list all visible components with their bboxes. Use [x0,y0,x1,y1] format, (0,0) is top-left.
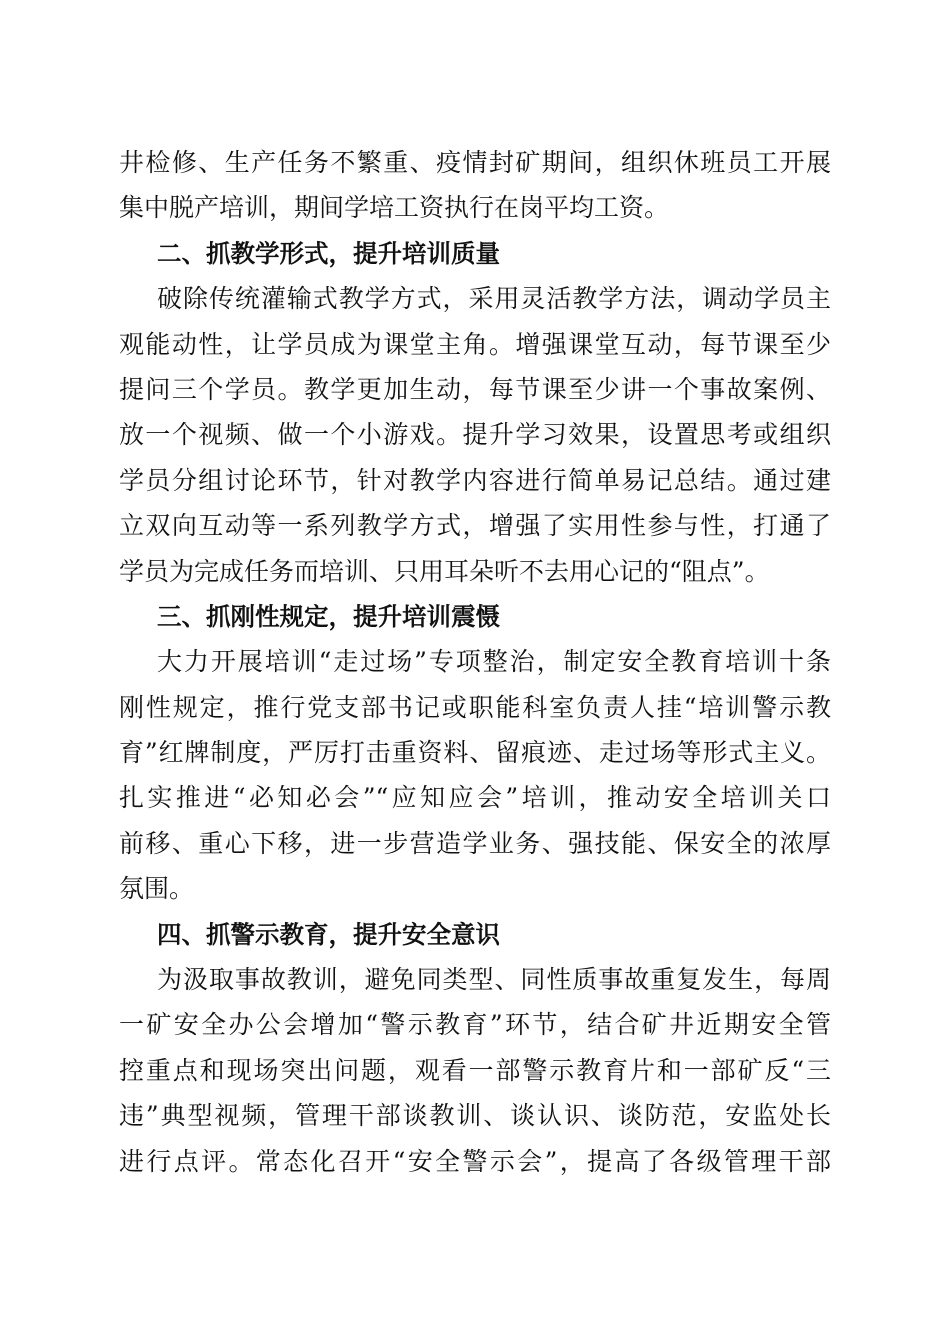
text-line: 观能动性，让学员成为课堂主角。增强课堂互动，每节课至少 [119,329,831,359]
text-line: 大力开展培训“走过场”专项整治，制定安全教育培训十条 [157,647,831,677]
text-line: 学员为完成任务而培训、只用耳朵听不去用心记的“阻点”。 [119,556,770,586]
text-line: 为汲取事故教训，避免同类型、同性质事故重复发生，每周 [157,965,831,995]
paragraph-rigid-rules [119,639,831,911]
paragraph-teaching-format [119,276,831,594]
text-line: 进行点评。常态化召开“安全警示会”，提高了各级管理干部 [119,1146,831,1176]
text-line: 扎实推进“必知必会”“应知应会”培训，推动安全培训关口 [119,783,831,813]
text-line: 氛围。 [119,874,195,904]
document-body [119,140,831,1184]
text-line: 立双向互动等一系列教学方式，增强了实用性参与性，打通了 [119,511,831,541]
text-line: 育”红牌制度，严厉打击重资料、留痕迹、走过场等形式主义。 [119,738,831,768]
text-line: 放一个视频、做一个小游戏。提升学习效果，设置思考或组织 [119,420,831,450]
text-line: 井检修、生产任务不繁重、疫情封矿期间，组织休班员工开展 [119,148,831,177]
text-line: 违”典型视频，管理干部谈教训、谈认识、谈防范，安监处长 [119,1101,831,1131]
section-heading-3: 三、抓刚性规定，提升培训震慑 [157,601,500,631]
section-heading-4: 四、抓警示教育，提升安全意识 [157,919,500,949]
paragraph-continuation [119,140,831,231]
text-line: 集中脱产培训，期间学培工资执行在岗平均工资。 [119,193,670,223]
text-line: 破除传统灌输式教学方式，采用灵活教学方法，调动学员主 [157,284,831,314]
text-line: 控重点和现场突出问题，观看一部警示教育片和一部矿反“三 [119,1055,831,1085]
text-line: 刚性规定，推行党支部书记或职能科室负责人挂“培训警示教 [119,692,831,722]
text-line: 一矿安全办公会增加“警示教育”环节，结合矿井近期安全管 [119,1010,831,1040]
text-line: 提问三个学员。教学更加生动，每节课至少讲一个事故案例、 [119,374,831,404]
text-line: 学员分组讨论环节，针对教学内容进行简单易记总结。通过建 [119,465,831,495]
paragraph-warning-education [119,957,831,1184]
text-line: 前移、重心下移，进一步营造学业务、强技能、保安全的浓厚 [119,828,831,858]
section-heading-2: 二、抓教学形式，提升培训质量 [157,238,500,268]
